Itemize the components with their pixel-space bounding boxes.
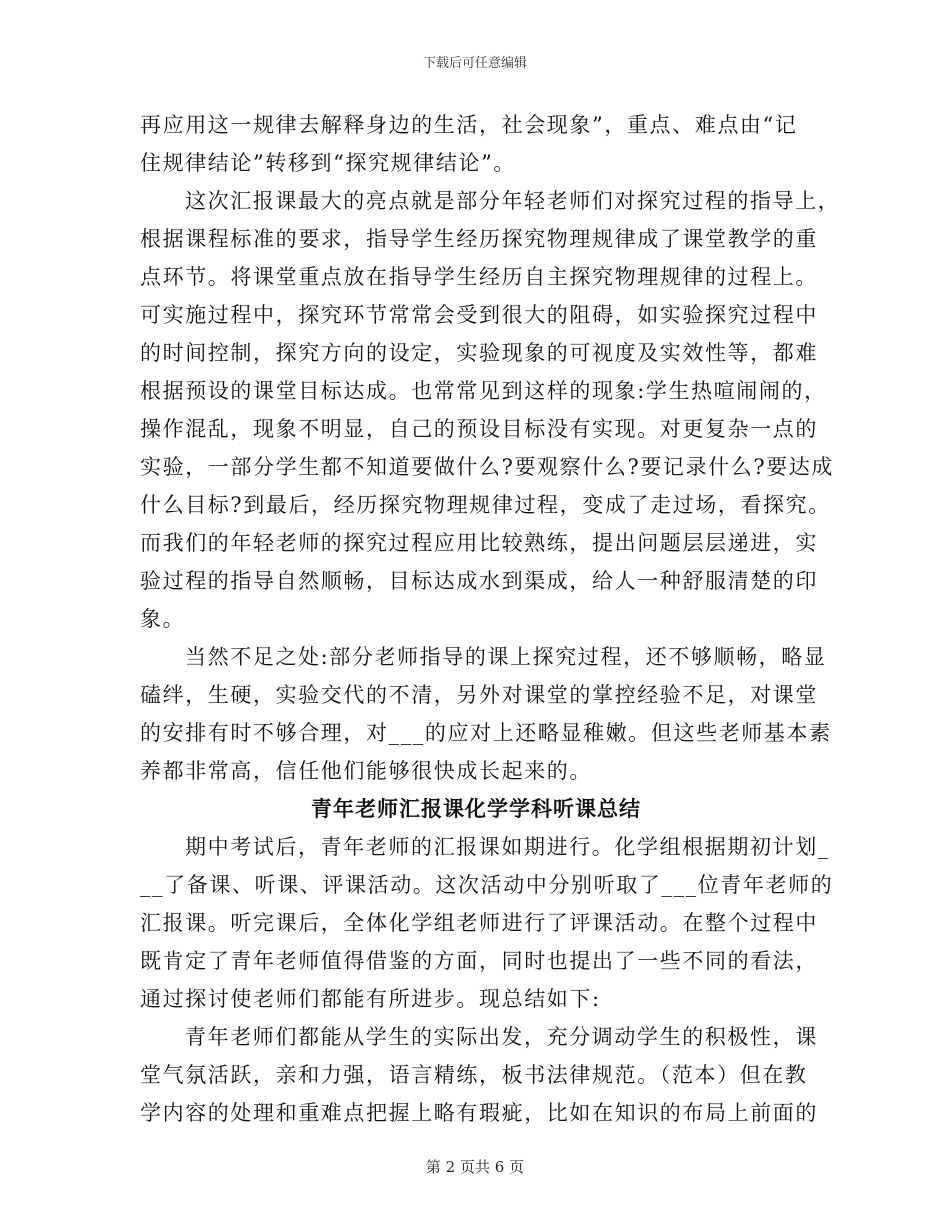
text-line: 养都非常高，信任他们能够很快成长起来的。 [140, 759, 592, 783]
text-line: 住规律结论”转移到“探究规律结论”。 [140, 151, 517, 175]
text-line: 期中考试后，青年老师的汇报课如期进行。化学组根据期初计划_ [185, 835, 830, 859]
text-line: 青年老师们都能从学生的实际出发，充分调动学生的积极性，课 [185, 1025, 818, 1049]
text-line: 再应用这一规律去解释身边的生活，社会现象”，重点、难点由“记 [140, 113, 798, 137]
text-line: 可实施过程中，探究环节常常会受到很大的阻碍，如实验探究过程中 [140, 303, 818, 327]
text-line: 堂气氛活跃，亲和力强，语言精练，板书法律规范。（范本）但在教 [140, 1063, 808, 1087]
paragraph-shortcomings [140, 638, 832, 790]
text-line: 这次汇报课最大的亮点就是部分年轻老师们对探究过程的指导上， [185, 189, 841, 213]
text-line: 什么目标?到最后，经历探究物理规律过程，变成了走过场，看探究。 [140, 493, 831, 517]
paragraph-highlights [140, 182, 841, 638]
text-line: 既肯定了青年老师值得借鉴的方面，同时也提出了一些不同的看法， [140, 949, 818, 973]
text-line: 通过探讨使老师们都能有所进步。现总结如下: [140, 987, 601, 1011]
text-line: 汇报课。听完课后，全体化学组老师进行了评课活动。在整个过程中 [140, 911, 818, 935]
text-line: 的安排有时不够合理，对___的应对上还略显稚嫩。但这些老师基本素 [140, 721, 832, 745]
text-line: 而我们的年轻老师的探究过程应用比较熟练，提出问题层层递进，实 [140, 531, 818, 555]
text-line: 的时间控制，探究方向的设定，实验现象的可视度及实效性等，都难 [140, 341, 818, 365]
text-line: 操作混乱，现象不明显，自己的预设目标没有实现。对更复杂一点的 [140, 417, 818, 441]
text-line: 象。 [140, 607, 186, 631]
text-line: 学内容的处理和重难点把握上略有瑕疵，比如在知识的布局上前面的 [140, 1101, 818, 1125]
paragraph-evaluation [140, 1018, 818, 1132]
page-footer: 第 2 页共 6 页 [425, 1158, 525, 1176]
text-line: 当然不足之处:部分老师指导的课上探究过程，还不够顺畅，略显 [185, 645, 827, 669]
section-heading: 青年老师汇报课化学学科听课总结 [311, 797, 641, 821]
paragraph-continuation [140, 106, 812, 182]
paragraph-intro [140, 828, 834, 1018]
text-line: 实验，一部分学生都不知道要做什么?要观察什么?要记录什么?要达成 [140, 455, 834, 479]
text-line: 验过程的指导自然顺畅，目标达成水到渠成，给人一种舒服清楚的印 [140, 569, 818, 593]
page-header: 下载后可任意编辑 [422, 56, 527, 71]
document-body [140, 106, 841, 1132]
text-line: 根据课程标准的要求，指导学生经历探究物理规律成了课堂教学的重 [140, 227, 818, 251]
text-line: 点环节。将课堂重点放在指导学生经历自主探究物理规律的过程上。 [140, 265, 818, 289]
text-line: __了备课、听课、评课活动。这次活动中分别听取了___位青年老师的 [140, 873, 834, 897]
text-line: 磕绊，生硬，实验交代的不清，另外对课堂的掌控经验不足，对课堂 [140, 683, 818, 707]
text-line: 根据预设的课堂目标达成。也常常见到这样的现象:学生热喧闹闹的， [140, 379, 827, 403]
